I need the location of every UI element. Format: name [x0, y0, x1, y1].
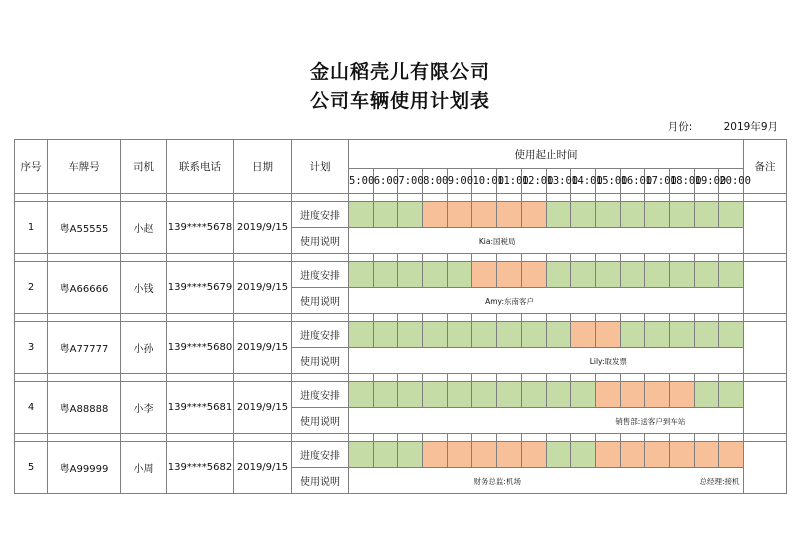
slot-free — [423, 322, 448, 348]
slot-free — [521, 382, 546, 408]
hour-header: 18:00 — [669, 169, 694, 194]
usage-notes — [349, 408, 744, 434]
slot-free — [620, 262, 645, 288]
slot-booked — [472, 442, 497, 468]
row-remarks — [744, 322, 787, 374]
slot-free — [373, 262, 398, 288]
slot-free — [349, 202, 374, 228]
slot-booked — [595, 382, 620, 408]
row-plate: 粤A88888 — [48, 382, 121, 434]
slot-booked — [447, 442, 472, 468]
usage-note: 总经理:接机 — [699, 477, 740, 486]
slot-booked — [521, 202, 546, 228]
row-index: 2 — [15, 262, 48, 314]
slot-free — [423, 262, 448, 288]
table-row — [15, 202, 787, 228]
slot-free — [645, 202, 670, 228]
slot-free — [497, 382, 522, 408]
row-plate: 粤A55555 — [48, 202, 121, 254]
row-plate: 粤A66666 — [48, 262, 121, 314]
sheet-title: 公司车辆使用计划表 — [309, 90, 490, 112]
header-time-range: 使用起止时间 — [349, 140, 744, 169]
row-date: 2019/9/15 — [234, 322, 292, 374]
month-value: 2019年9月 — [723, 121, 778, 133]
slot-free — [349, 442, 374, 468]
slot-booked — [472, 202, 497, 228]
slot-free — [546, 322, 571, 348]
slot-booked — [645, 382, 670, 408]
slot-free — [546, 382, 571, 408]
row-phone: 139****5682 — [167, 442, 234, 494]
hour-header: 9:00 — [447, 169, 472, 194]
slot-free — [546, 202, 571, 228]
header-remarks: 备注 — [744, 140, 787, 194]
slot-free — [423, 382, 448, 408]
row-index: 4 — [15, 382, 48, 434]
slot-booked — [447, 202, 472, 228]
row-date: 2019/9/15 — [234, 382, 292, 434]
row-driver: 小孙 — [121, 322, 167, 374]
slot-free — [472, 322, 497, 348]
slot-free — [719, 262, 744, 288]
header-index: 序号 — [15, 140, 48, 194]
row-date: 2019/9/15 — [234, 202, 292, 254]
row-driver: 小赵 — [121, 202, 167, 254]
slot-free — [595, 202, 620, 228]
slot-free — [497, 322, 522, 348]
row-driver: 小李 — [121, 382, 167, 434]
slot-booked — [497, 442, 522, 468]
slot-free — [447, 382, 472, 408]
slot-booked — [620, 382, 645, 408]
slot-free — [373, 382, 398, 408]
row-index: 3 — [15, 322, 48, 374]
header-plan: 计划 — [292, 140, 349, 194]
slot-free — [349, 322, 374, 348]
usage-notes — [349, 228, 744, 254]
slot-free — [398, 202, 423, 228]
row-remarks — [744, 202, 787, 254]
vehicle-schedule-table — [14, 139, 787, 494]
slot-free — [669, 202, 694, 228]
company-title: 金山稻壳儿有限公司 — [309, 61, 490, 83]
hour-header: 17:00 — [645, 169, 670, 194]
slot-booked — [595, 322, 620, 348]
usage-note: Kia:国税局 — [478, 237, 516, 246]
slot-booked — [669, 382, 694, 408]
row-date: 2019/9/15 — [234, 442, 292, 494]
slot-free — [694, 322, 719, 348]
row-remarks — [744, 382, 787, 434]
slot-free — [373, 322, 398, 348]
slot-booked — [571, 322, 596, 348]
slot-free — [571, 442, 596, 468]
plan-progress-label: 进度安排 — [292, 442, 349, 468]
row-phone: 139****5679 — [167, 262, 234, 314]
hour-header: 16:00 — [620, 169, 645, 194]
plan-progress-label: 进度安排 — [292, 262, 349, 288]
table-row — [15, 322, 787, 348]
plan-progress-label: 进度安排 — [292, 382, 349, 408]
row-driver: 小周 — [121, 442, 167, 494]
plan-usage-label: 使用说明 — [292, 228, 349, 254]
slot-free — [694, 262, 719, 288]
usage-notes — [349, 468, 744, 494]
row-remarks — [744, 442, 787, 494]
slot-booked — [645, 442, 670, 468]
row-index: 1 — [15, 202, 48, 254]
table-row — [15, 382, 787, 408]
usage-note: Amy:东南客户 — [485, 297, 534, 306]
hour-header: 19:00 — [694, 169, 719, 194]
row-phone: 139****5681 — [167, 382, 234, 434]
month-info — [668, 119, 778, 134]
slot-booked — [472, 262, 497, 288]
slot-booked — [620, 442, 645, 468]
usage-note: 财务总监:机场 — [473, 477, 521, 486]
plan-usage-label: 使用说明 — [292, 348, 349, 374]
slot-free — [373, 202, 398, 228]
header-date: 日期 — [234, 140, 292, 194]
slot-free — [447, 262, 472, 288]
slot-free — [719, 322, 744, 348]
usage-notes — [349, 288, 744, 314]
row-remarks — [744, 262, 787, 314]
hour-header: 6:00 — [373, 169, 398, 194]
hour-header: 5:00 — [349, 169, 374, 194]
slot-booked — [521, 262, 546, 288]
slot-booked — [595, 442, 620, 468]
slot-free — [447, 322, 472, 348]
usage-note: 销售部:送客户到车站 — [615, 417, 686, 426]
header-plate: 车牌号 — [48, 140, 121, 194]
slot-booked — [423, 442, 448, 468]
hour-header: 12:00 — [521, 169, 546, 194]
slot-free — [398, 382, 423, 408]
plan-progress-label: 进度安排 — [292, 202, 349, 228]
slot-free — [398, 322, 423, 348]
usage-notes — [349, 348, 744, 374]
slot-free — [694, 202, 719, 228]
plan-progress-label: 进度安排 — [292, 322, 349, 348]
hour-header: 8:00 — [423, 169, 448, 194]
slot-free — [398, 262, 423, 288]
slot-booked — [497, 262, 522, 288]
slot-free — [398, 442, 423, 468]
slot-free — [571, 382, 596, 408]
row-driver: 小钱 — [121, 262, 167, 314]
slot-free — [669, 262, 694, 288]
slot-free — [373, 442, 398, 468]
slot-booked — [423, 202, 448, 228]
slot-booked — [694, 442, 719, 468]
slot-booked — [719, 442, 744, 468]
slot-booked — [669, 442, 694, 468]
slot-free — [472, 382, 497, 408]
plan-usage-label: 使用说明 — [292, 408, 349, 434]
slot-free — [571, 262, 596, 288]
header-driver: 司机 — [121, 140, 167, 194]
slot-booked — [521, 442, 546, 468]
hour-header: 20:00 — [719, 169, 744, 194]
hour-header: 14:00 — [571, 169, 596, 194]
slot-free — [349, 262, 374, 288]
hour-header: 10:00 — [472, 169, 497, 194]
slot-free — [669, 322, 694, 348]
row-plate: 粤A99999 — [48, 442, 121, 494]
row-index: 5 — [15, 442, 48, 494]
slot-free — [521, 322, 546, 348]
hour-header: 15:00 — [595, 169, 620, 194]
plan-usage-label: 使用说明 — [292, 288, 349, 314]
row-date: 2019/9/15 — [234, 262, 292, 314]
slot-free — [645, 322, 670, 348]
row-phone: 139****5680 — [167, 322, 234, 374]
slot-free — [620, 202, 645, 228]
table-row — [15, 262, 787, 288]
hour-header: 11:00 — [497, 169, 522, 194]
hour-header: 13:00 — [546, 169, 571, 194]
month-label: 月份: — [667, 121, 693, 133]
slot-booked — [497, 202, 522, 228]
slot-free — [719, 202, 744, 228]
slot-free — [694, 382, 719, 408]
slot-free — [719, 382, 744, 408]
slot-free — [571, 202, 596, 228]
table-row — [15, 442, 787, 468]
slot-free — [595, 262, 620, 288]
row-phone: 139****5678 — [167, 202, 234, 254]
usage-note: Lily:取发票 — [589, 357, 627, 366]
slot-free — [620, 322, 645, 348]
slot-free — [349, 382, 374, 408]
slot-free — [546, 262, 571, 288]
plan-usage-label: 使用说明 — [292, 468, 349, 494]
header-phone: 联系电话 — [167, 140, 234, 194]
row-plate: 粤A77777 — [48, 322, 121, 374]
slot-free — [546, 442, 571, 468]
hour-header: 7:00 — [398, 169, 423, 194]
slot-free — [645, 262, 670, 288]
